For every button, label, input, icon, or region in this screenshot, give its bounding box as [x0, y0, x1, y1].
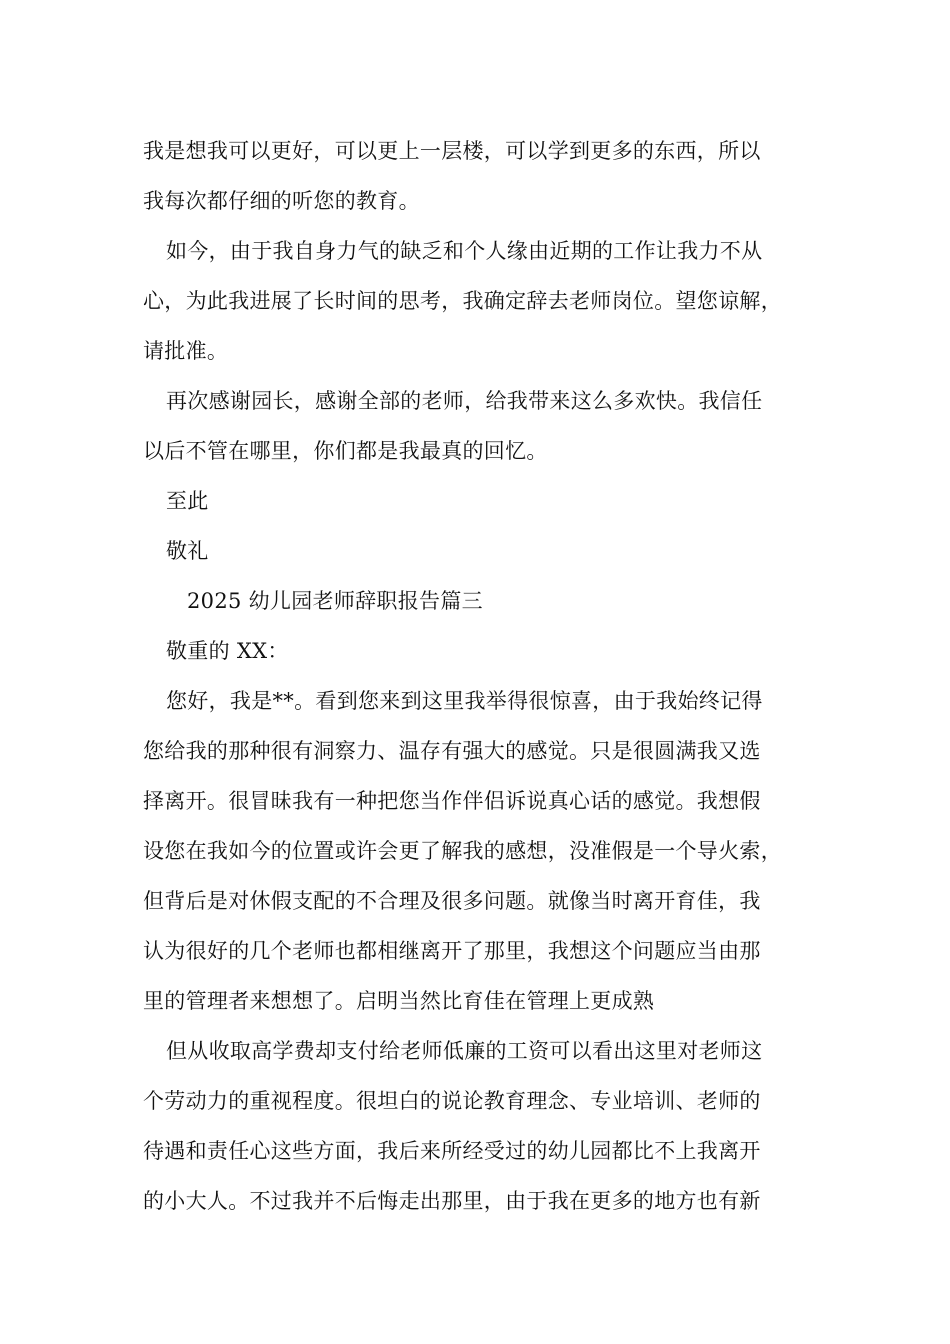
paragraph-line: 认为很好的几个老师也都相继离开了那里，我想这个问题应当由那: [143, 939, 761, 963]
paragraph-line: 择离开。很冒昧我有一种把您当作伴侣诉说真心话的感觉。我想假: [143, 789, 761, 813]
paragraph-line: 再次感谢园长，感谢全部的老师，给我带来这么多欢快。我信任: [166, 389, 763, 413]
paragraph-line: 但背后是对休假支配的不合理及很多问题。就像当时离开育佳，我: [143, 889, 761, 913]
paragraph-line: 里的管理者来想想了。启明当然比育佳在管理上更成熟: [143, 989, 655, 1013]
paragraph-line: 我是想我可以更好，可以更上一层楼，可以学到更多的东西，所以: [143, 139, 761, 163]
paragraph-line: 的小大人。不过我并不后悔走出那里，由于我在更多的地方也有新: [143, 1189, 761, 1213]
paragraph-line: 个劳动力的重视程度。很坦白的说论教育理念、专业培训、老师的: [143, 1089, 761, 1113]
paragraph-line: 我每次都仔细的听您的教育。: [143, 189, 420, 213]
paragraph-line: 待遇和责任心这些方面，我后来所经受过的幼儿园都比不上我离开: [143, 1139, 761, 1163]
paragraph-line: 您好，我是**。看到您来到这里我举得很惊喜，由于我始终记得: [166, 689, 763, 713]
paragraph-line: 您给我的那种很有洞察力、温存有强大的感觉。只是很圆满我又选: [143, 739, 761, 763]
closing-salutation: 敬礼: [166, 539, 209, 563]
paragraph-line: 心，为此我进展了长时间的思考，我确定辞去老师岗位。望您谅解，: [143, 289, 782, 313]
section-heading: 2025 幼儿园老师辞职报告篇三: [187, 589, 483, 613]
closing-line: 至此: [166, 489, 209, 513]
paragraph-line: 请批准。: [143, 339, 229, 363]
salutation: 敬重的 XX：: [166, 639, 289, 663]
paragraph-line: 以后不管在哪里，你们都是我最真的回忆。: [143, 439, 548, 463]
paragraph-line: 如今，由于我自身力气的缺乏和个人缘由近期的工作让我力不从: [166, 239, 763, 263]
paragraph-line: 设您在我如今的位置或许会更了解我的感想，没准假是一个导火索，: [143, 839, 782, 863]
paragraph-line: 但从收取高学费却支付给老师低廉的工资可以看出这里对老师这: [166, 1039, 763, 1063]
